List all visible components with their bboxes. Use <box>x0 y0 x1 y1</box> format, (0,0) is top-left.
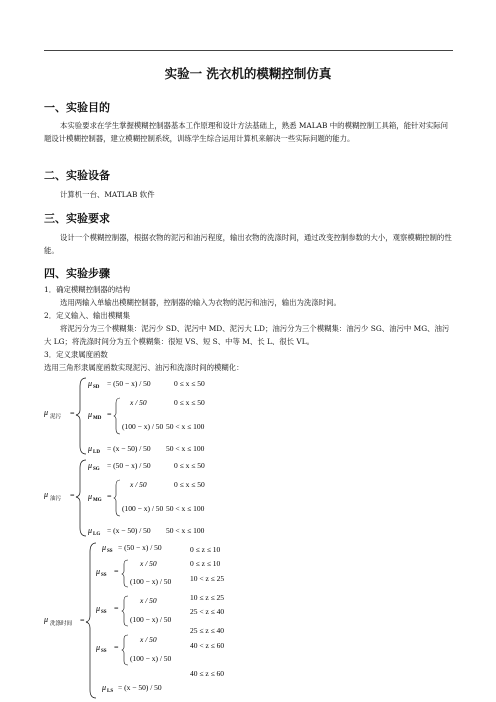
oil-row3-sub: LG <box>93 532 101 537</box>
oil-row1-cond: 0 ≤ x ≤ 50 <box>174 461 205 470</box>
mud-row2-expr: x / 50 <box>130 398 147 407</box>
header-rule <box>44 50 453 51</box>
time-row2-mu: μ <box>96 567 101 576</box>
time-row2-cond2: 10 < z ≤ 25 <box>190 574 225 583</box>
svg-text:=: = <box>70 491 75 500</box>
step2-text: 将泥污分为三个模糊集：泥污少 SD、泥污中 MD、泥污大 LD；油污分为三个模糊集：油污少 SG、油污中 MG、油污大 LG；将洗涤时间分为五个模糊集：很短 VS、短 S、中等 M、长 L、很长 VL。 <box>44 324 450 346</box>
mud-lhs-sub: 泥污 <box>50 414 62 420</box>
mud-row3-mu: μ <box>88 444 93 453</box>
mud-row3-sub: LD <box>93 450 100 455</box>
oil-row1-mu: μ <box>88 461 93 470</box>
step1-text: 选用两输入单输出模糊控制器，控制器的输入为衣物的泥污和油污，输出为洗涤时间。 <box>60 298 341 307</box>
equipment-text: 计算机一台、MATLAB 软件 <box>60 190 155 199</box>
mud-row2-expr2: (100 − x) / 50 <box>122 422 164 431</box>
svg-text:=: = <box>114 567 119 576</box>
equation-wash-time <box>44 540 324 702</box>
time-row4-expr2: (100 − x) / 50 <box>130 654 172 663</box>
oil-row2-cond2: 50 < x ≤ 100 <box>166 504 205 513</box>
heading-steps: 四、实验步骤 <box>44 267 110 280</box>
equation-oil <box>44 456 304 540</box>
heading-purpose: 一、实验目的 <box>44 101 110 114</box>
oil-row1-expr: = (50 − x) / 50 <box>107 461 151 470</box>
time-row3-expr: x / 50 <box>140 596 157 605</box>
oil-row3-mu: μ <box>88 526 93 535</box>
mud-row2-cond: 0 ≤ x ≤ 50 <box>174 398 205 407</box>
time-row4-expr: x / 50 <box>140 635 157 644</box>
time-row4-cond2: 40 < z ≤ 60 <box>190 641 225 650</box>
svg-text:=: = <box>70 409 75 418</box>
time-row1-cond: 0 ≤ z ≤ 10 <box>190 545 221 554</box>
time-row2-expr: x / 50 <box>140 559 157 568</box>
time-row1-mu: μ <box>102 543 107 552</box>
requirements-text: 设计一个模糊控制器，根据衣物的泥污和油污程度，输出衣物的洗涤时间，通过改变控制参数的大小，观察模糊控制的性能。 <box>44 233 452 255</box>
oil-row1-sub: SG <box>93 467 100 472</box>
time-row2-expr2: (100 − x) / 50 <box>130 577 172 586</box>
oil-row2-mu: μ <box>88 492 93 501</box>
svg-text:=: = <box>107 492 112 501</box>
mud-row1-expr: = (50 − x) / 50 <box>107 379 151 388</box>
time-row5-mu: μ <box>102 683 107 692</box>
heading-equipment: 二、实验设备 <box>44 169 110 182</box>
step3-text: 选用三角形隶属度函数实现泥污、油污和洗涤时间的模糊化： <box>44 363 244 372</box>
time-lhs-mu: μ <box>44 615 49 624</box>
mud-lhs-mu: μ <box>44 408 49 417</box>
step2-title: 2．定义输入、输出模糊集 <box>44 311 131 320</box>
time-row4-sub: SS <box>101 649 107 654</box>
mud-row1-mu: μ <box>88 379 93 388</box>
mud-row1-cond: 0 ≤ x ≤ 50 <box>174 379 205 388</box>
step1-title: 1．确定模糊控制器的结构 <box>44 285 131 294</box>
mud-row2-sub: MD <box>93 416 102 421</box>
oil-row2-expr2: (100 − x) / 50 <box>122 504 164 513</box>
mud-row3-cond: 50 < x ≤ 100 <box>166 444 205 453</box>
svg-text:=: = <box>80 616 85 625</box>
oil-row2-sub: MG <box>93 498 102 503</box>
time-row5-sub: LS <box>107 689 114 694</box>
page-title: 实验一 洗衣机的模糊控制仿真 <box>164 66 332 81</box>
time-row3-cond: 10 ≤ z ≤ 25 <box>190 593 225 602</box>
time-row4-mu: μ <box>96 643 101 652</box>
time-row1-expr: = (50 − x) / 50 <box>118 543 162 552</box>
oil-row3-expr: = (x − 50) / 50 <box>107 526 151 535</box>
svg-text:=: = <box>114 643 119 652</box>
oil-lhs-mu: μ <box>44 490 49 499</box>
heading-requirements: 三、实验要求 <box>44 212 110 225</box>
oil-row3-cond: 50 < x ≤ 100 <box>166 526 205 535</box>
svg-text:=: = <box>114 604 119 613</box>
time-row3-sub: SS <box>101 610 107 615</box>
time-row3-cond2: 25 < z ≤ 40 <box>190 607 225 616</box>
time-row4-cond: 25 ≤ z ≤ 40 <box>190 626 225 635</box>
time-row1-sub: SS <box>107 549 113 554</box>
step3-title: 3．定义隶属度函数 <box>44 350 108 359</box>
oil-row2-expr: x / 50 <box>130 480 147 489</box>
time-row2-sub: SS <box>101 573 107 578</box>
mud-row1-sub: SD <box>93 385 100 390</box>
time-row2-cond: 0 ≤ z ≤ 10 <box>190 559 221 568</box>
mud-row2-mu: μ <box>88 410 93 419</box>
svg-text:=: = <box>107 410 112 419</box>
time-lhs-sub: 洗涤时间 <box>50 621 73 627</box>
purpose-text: 本实验要求在学生掌握模糊控制器基本工作原理和设计方法基础上，熟悉 MALAB 中的模糊控制工具箱，能针对实际问题设计模糊控制器，建立模糊控制系统，训练学生综合运用计算机来解决一些实际问题的能力。 <box>44 121 449 143</box>
time-row5-cond: 40 ≤ z ≤ 60 <box>190 669 225 678</box>
time-row3-mu: μ <box>96 604 101 613</box>
mud-row3-expr: = (x − 50) / 50 <box>107 444 151 453</box>
mud-row2-cond2: 50 < x ≤ 100 <box>166 422 205 431</box>
time-row5-expr: = (x − 50) / 50 <box>118 683 162 692</box>
equation-mud <box>44 374 304 458</box>
oil-lhs-sub: 油污 <box>50 496 62 502</box>
time-row3-expr2: (100 − x) / 50 <box>130 615 172 624</box>
oil-row2-cond: 0 ≤ x ≤ 50 <box>174 480 205 489</box>
